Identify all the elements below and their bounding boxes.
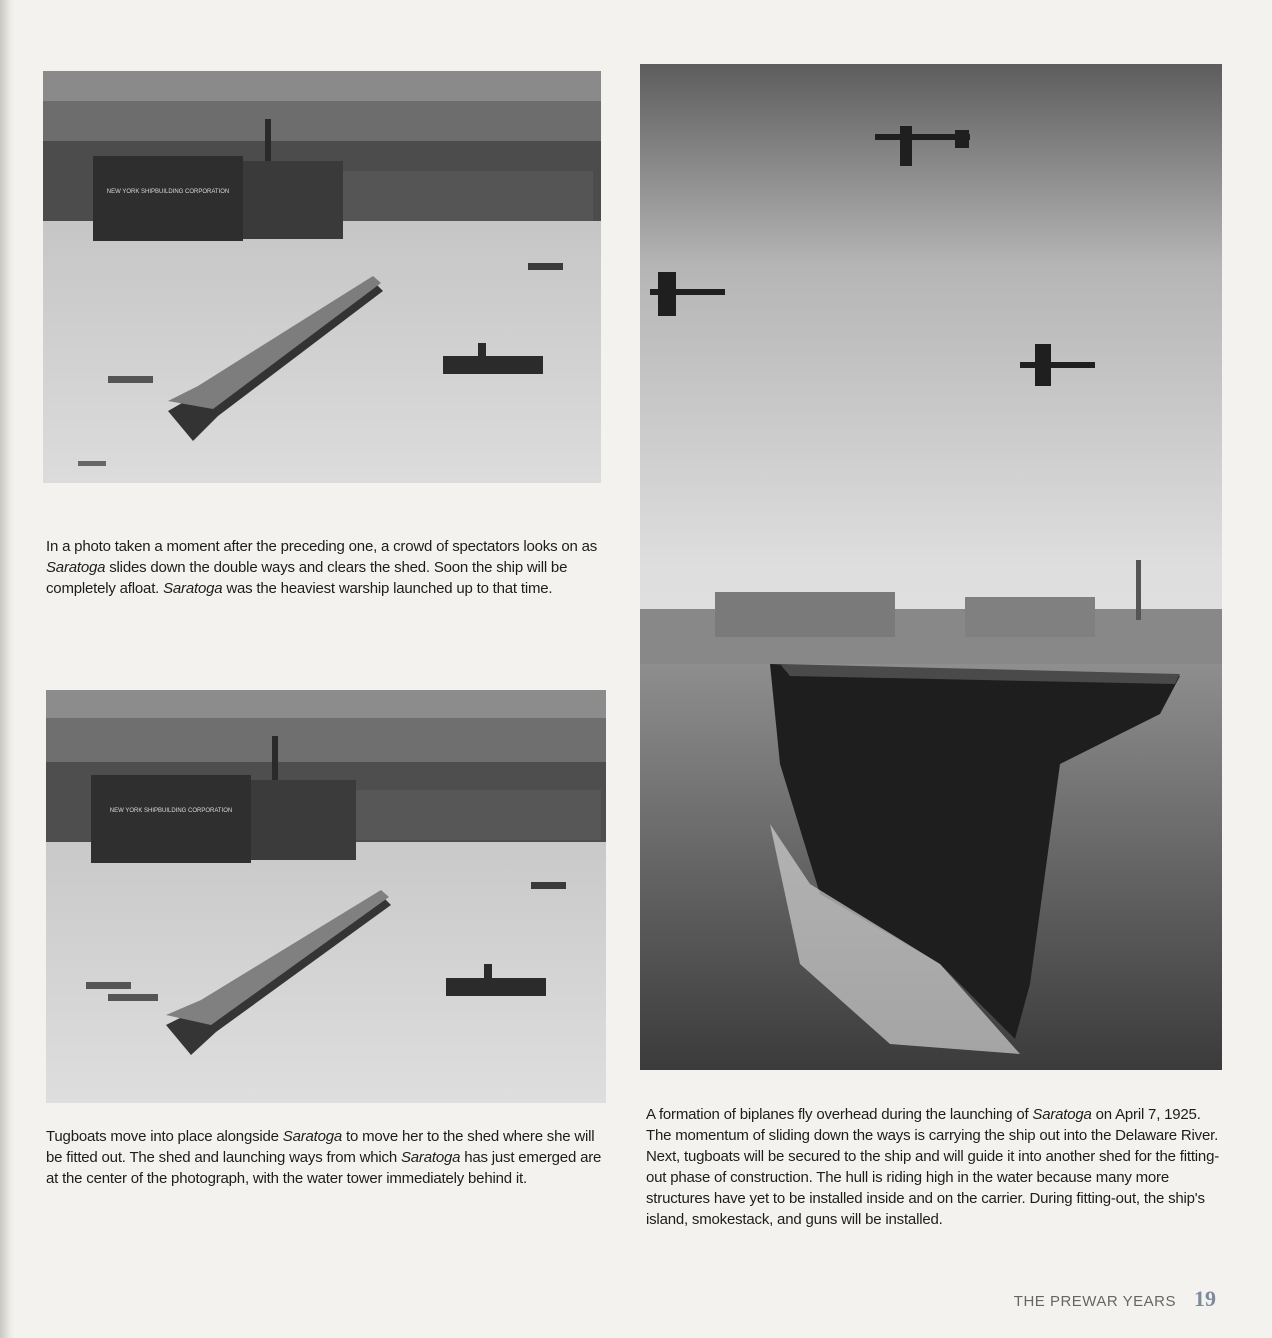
caption-2-ship-name: Saratoga	[400, 1149, 461, 1166]
caption-1-ship-name: Saratoga	[46, 559, 106, 576]
caption-3-text: A formation of biplanes fly overhead during the launching of	[646, 1106, 1033, 1123]
caption-photo-3	[646, 1104, 1226, 1230]
caption-2-text: has just emerged are at the center of the photograph, with the water tower immediately behind it.	[46, 1149, 602, 1187]
caption-1-ship-name: Saratoga	[163, 580, 223, 597]
photo-biplanes-over-hull-image	[640, 64, 1222, 1070]
caption-photo-2	[46, 1126, 608, 1189]
caption-1-text: slides down the double ways and clears the shed. Soon the ship will be completely afloat.	[46, 559, 568, 597]
photo-launch-aerial-1	[43, 71, 601, 483]
caption-3-ship-name: Saratoga	[1032, 1106, 1092, 1123]
caption-1-text: was the heaviest warship launched up to that time.	[222, 580, 553, 597]
photo-launch-aerial-2-image	[46, 690, 606, 1103]
shed-sign-1: NEW YORK SHIPBUILDING CORPORATION	[106, 189, 230, 195]
caption-2-text: to move her to the shed where she will be fitted out. The shed and launching ways from which	[46, 1128, 595, 1166]
photo-biplanes-over-hull	[640, 64, 1222, 1070]
page-number: 19	[1194, 1286, 1216, 1311]
photo-launch-aerial-1-image	[43, 71, 601, 483]
running-head: THE PREWAR YEARS	[1013, 1293, 1176, 1310]
book-spine-shadow	[0, 0, 14, 1338]
caption-2-text: Tugboats move into place alongside	[46, 1128, 283, 1145]
caption-3-text: on April 7, 1925. The momentum of sliding down the ways is carrying the ship out into the Delaware River. Next, tugboats will be secured to the ship and will guide it into another shed for the fitting-out phase of construction. The hull is riding high in the water because many more structures have yet to be installed inside and on the carrier. During fitting-out, the ship's island, smokestack, and guns will be installed.	[646, 1106, 1220, 1228]
photo-launch-aerial-2	[46, 690, 606, 1103]
caption-1-text: In a photo taken a moment after the preceding one, a crowd of spectators looks on as	[46, 538, 598, 555]
caption-photo-1	[46, 536, 606, 599]
shed-sign-2: NEW YORK SHIPBUILDING CORPORATION	[109, 808, 233, 814]
page-footer	[1014, 1286, 1216, 1312]
caption-2-ship-name: Saratoga	[282, 1128, 343, 1145]
